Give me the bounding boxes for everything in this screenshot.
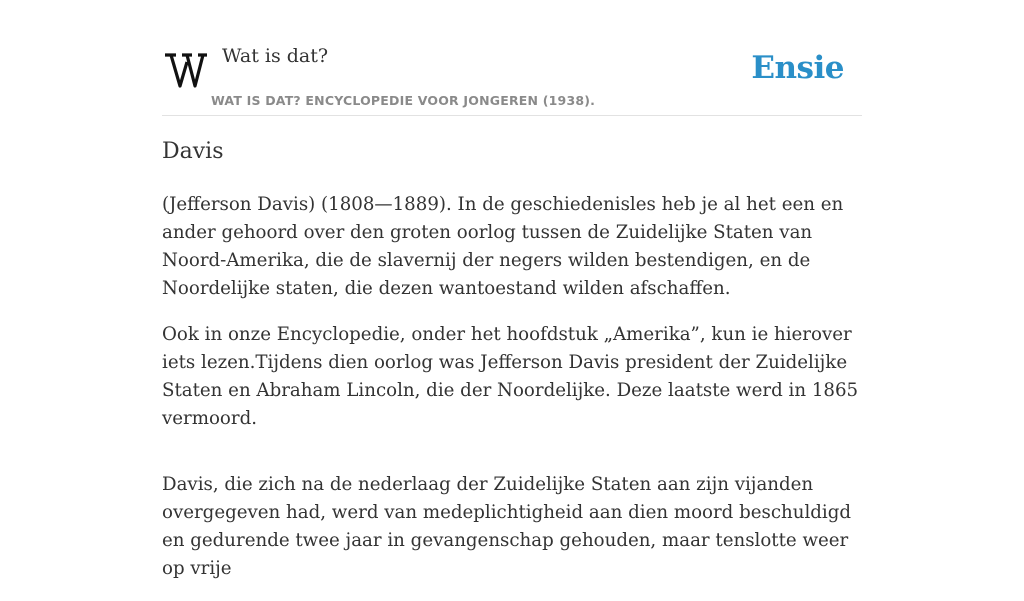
paragraph-3: Davis, die zich na de nederlaag der Zuidelijke Staten aan zijn vijanden overgegeven had, werd van medeplichtigheid aan dien moord beschuldigd en gedurende twee jaar in gevangenschap gehouden, maar tenslotte weer op vrije [162,474,852,579]
wikipedia-w-icon[interactable] [164,50,208,90]
site-title[interactable]: Wat is dat? [222,45,329,67]
article-title: Davis [162,139,224,164]
paragraph-2: Ook in onze Encyclopedie, onder het hoofdstuk „Amerika”, kun ie hierover iets lezen.Tijdens dien oorlog was Jefferson Davis president der Zuidelijke Staten en Abraham Lincoln, die der Noordelijke. Deze laatste werd in 1865 vermoord. [162,324,859,429]
article-body [162,191,862,601]
header [162,0,862,116]
ensie-logo-link[interactable]: Ensie [751,50,844,86]
paragraph-1: (Jefferson Davis) (1808—1889). In de geschiedenisles heb je al het een en ander gehoord over den groten oorlog tussen de Zuidelijke Staten van Noord-Amerika, die de slavernij der negers wilden bestendigen, en de Noordelijke staten, die dezen wantoestand wilden afschaffen. [162,194,844,299]
content-container [162,0,862,579]
site-subtitle: WAT IS DAT? ENCYCLOPEDIE VOOR JONGEREN (1938). [211,93,596,108]
